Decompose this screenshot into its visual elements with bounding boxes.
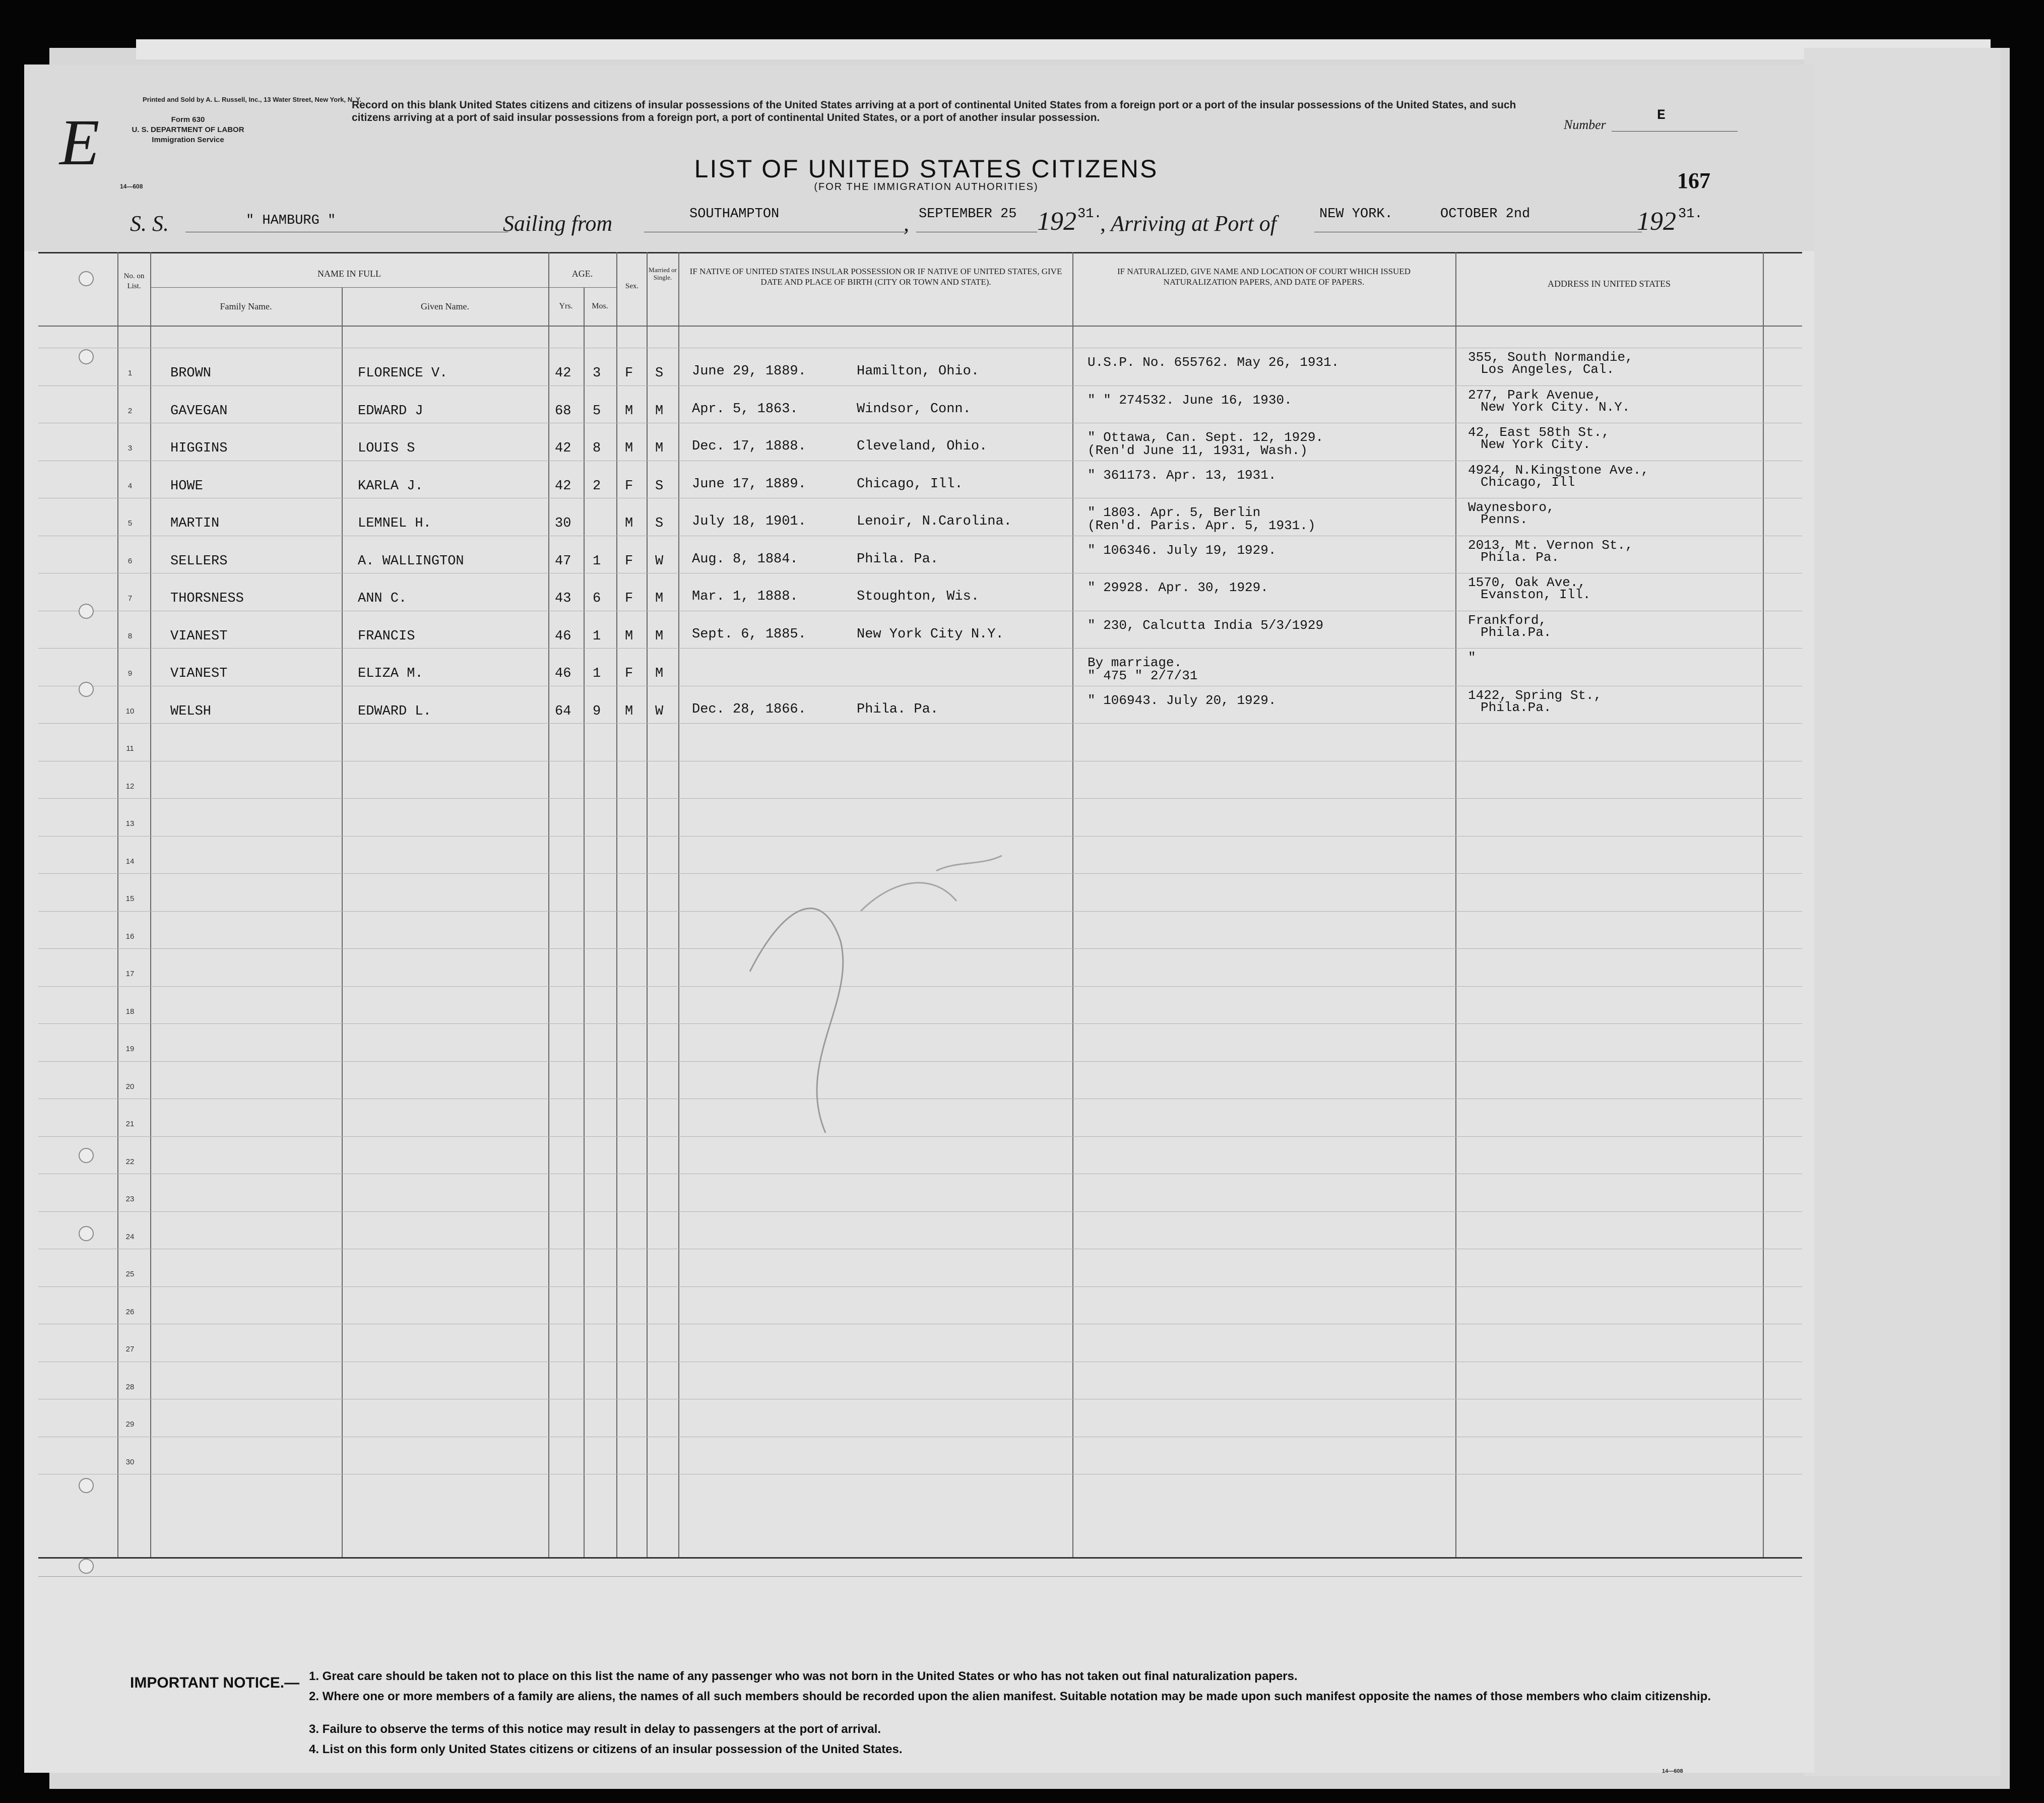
sex: F bbox=[625, 366, 633, 381]
row-number: 3 bbox=[127, 444, 133, 453]
row-rule bbox=[38, 798, 1802, 799]
form-code-top: 14—608 bbox=[120, 183, 143, 190]
family-name: HIGGINS bbox=[170, 441, 228, 456]
row-number: 1 bbox=[127, 369, 133, 377]
sex: M bbox=[625, 628, 633, 644]
age-years: 30 bbox=[555, 516, 571, 531]
col-family: Family Name. bbox=[220, 301, 272, 311]
sex: M bbox=[625, 703, 633, 719]
background-sheet-right bbox=[1804, 48, 2001, 1776]
address-line-1: 4924, N.Kingstone Ave., bbox=[1468, 462, 1649, 478]
age-months: 3 bbox=[593, 366, 601, 381]
given-name: EDWARD L. bbox=[358, 703, 431, 719]
birth-place: Lenoir, N.Carolina. bbox=[857, 514, 1012, 529]
given-name: LOUIS S bbox=[358, 441, 415, 456]
punch-hole bbox=[79, 604, 94, 619]
form-number: Form 630 bbox=[171, 115, 205, 124]
row-number: 5 bbox=[127, 519, 133, 528]
naturalization-line-1: By marriage. bbox=[1088, 655, 1182, 670]
naturalization-line-1: " " 274532. June 16, 1930. bbox=[1088, 392, 1292, 408]
arrival-year-prefix: 192 bbox=[1637, 207, 1676, 236]
address-line-1: 1422, Spring St., bbox=[1468, 687, 1602, 703]
handwritten-mark: E bbox=[59, 106, 100, 179]
given-name: FRANCIS bbox=[358, 628, 415, 644]
family-name: MARTIN bbox=[170, 516, 220, 531]
punch-hole bbox=[79, 682, 94, 697]
notice-item-3: 3. Failure to observe the terms of this notice may result in delay to passengers at the port of arrival. bbox=[309, 1722, 881, 1736]
service: Immigration Service bbox=[152, 136, 224, 144]
col-address: ADDRESS IN UNITED STATES bbox=[1547, 279, 1671, 289]
col-naturalized: IF NATURALIZED, GIVE NAME AND LOCATION OF COURT WHICH ISSUED NATURALIZATION PAPERS, AND DATE OF PAPERS. bbox=[1117, 267, 1411, 287]
row-number: 7 bbox=[127, 594, 133, 603]
row-number: 10 bbox=[125, 706, 135, 716]
address-line-1: 2013, Mt. Vernon St., bbox=[1468, 537, 1633, 553]
age-months: 8 bbox=[593, 441, 601, 456]
address-line-1: Frankford, bbox=[1468, 612, 1547, 628]
notice-title: IMPORTANT NOTICE.— bbox=[130, 1675, 300, 1691]
naturalization-line-1: " 230, Calcutta India 5/3/1929 bbox=[1088, 617, 1324, 633]
table-bottom-border bbox=[38, 1557, 1802, 1559]
marital-status: M bbox=[655, 403, 664, 419]
birth-date: June 17, 1889. bbox=[692, 476, 806, 492]
age-months: 5 bbox=[593, 403, 601, 419]
given-name: FLORENCE V. bbox=[358, 366, 448, 381]
given-name: LEMNEL H. bbox=[358, 516, 431, 531]
naturalization-line-2: (Ren'd. Paris. Apr. 5, 1931.) bbox=[1088, 518, 1316, 533]
birth-place: Hamilton, Ohio. bbox=[857, 364, 980, 379]
naturalization-line-2: (Ren'd June 11, 1931, Wash.) bbox=[1088, 443, 1308, 458]
birth-date: Mar. 1, 1888. bbox=[692, 589, 798, 604]
given-name: KARLA J. bbox=[358, 478, 423, 494]
marital-status: M bbox=[655, 441, 664, 456]
age-months: 1 bbox=[593, 666, 601, 681]
punch-hole bbox=[79, 1559, 94, 1574]
sex: M bbox=[625, 441, 633, 456]
sex: M bbox=[625, 403, 633, 419]
naturalization-line-1: " Ottawa, Can. Sept. 12, 1929. bbox=[1088, 430, 1324, 445]
age-months: 9 bbox=[593, 703, 601, 719]
form-code-bottom: 14—608 bbox=[1662, 1768, 1683, 1774]
naturalization-line-1: U.S.P. No. 655762. May 26, 1931. bbox=[1088, 355, 1339, 370]
from-port: SOUTHAMPTON bbox=[689, 207, 780, 222]
row-number: 11 bbox=[126, 744, 134, 753]
birth-place: Cleveland, Ohio. bbox=[857, 439, 988, 454]
pencil-scribble bbox=[720, 851, 1032, 1153]
row-number: 26 bbox=[125, 1307, 135, 1316]
row-number: 22 bbox=[125, 1157, 135, 1166]
row-number: 29 bbox=[125, 1420, 135, 1429]
row-number: 17 bbox=[125, 970, 135, 978]
birth-place: New York City N.Y. bbox=[857, 626, 1004, 642]
row-number: 2 bbox=[127, 406, 133, 415]
ship-name: " HAMBURG " bbox=[246, 213, 336, 228]
naturalization-line-1: " 1803. Apr. 5, Berlin bbox=[1088, 505, 1261, 520]
given-name: ELIZA M. bbox=[358, 666, 423, 681]
row-rule bbox=[38, 385, 1802, 386]
birth-place: Windsor, Conn. bbox=[857, 401, 971, 417]
address-line-2: Los Angeles, Cal. bbox=[1481, 362, 1615, 377]
birth-place: Phila. Pa. bbox=[857, 551, 939, 567]
row-number: 24 bbox=[125, 1232, 135, 1241]
address-line-2: Evanston, Ill. bbox=[1481, 587, 1591, 602]
notice-item-1: 1. Great care should be taken not to place on this list the name of any passenger who was not born in the United States or who has not taken out final naturalization papers. bbox=[309, 1669, 1298, 1683]
age-years: 42 bbox=[555, 478, 571, 494]
family-name: WELSH bbox=[170, 703, 212, 719]
age-years: 64 bbox=[555, 703, 571, 719]
family-name: SELLERS bbox=[170, 553, 228, 569]
row-number: 4 bbox=[127, 481, 133, 490]
age-months: 1 bbox=[593, 553, 601, 569]
naturalization-line-1: " 106943. July 20, 1929. bbox=[1088, 692, 1276, 708]
sex: F bbox=[625, 666, 633, 681]
punch-hole bbox=[79, 1148, 94, 1163]
marital-status: M bbox=[655, 666, 664, 681]
punch-hole bbox=[79, 1226, 94, 1241]
row-number: 19 bbox=[125, 1045, 135, 1053]
form-title: LIST OF UNITED STATES CITIZENS bbox=[694, 155, 1159, 183]
address-line-2: Phila. Pa. bbox=[1481, 549, 1560, 565]
family-name: VIANEST bbox=[170, 666, 228, 681]
record-instructions: Record on this blank United States citizens and citizens of insular possessions of the United States arriving at a port of continental United States from a foreign port or a port of the insular possessions of the United States, and such citizens arriving at a port of said insular possessions from a foreign port, a port of continental United States, or a port of another insular possession. bbox=[352, 99, 1516, 123]
row-number: 13 bbox=[125, 819, 135, 828]
number-label: Number bbox=[1564, 117, 1606, 132]
row-number: 21 bbox=[125, 1120, 135, 1128]
family-name: HOWE bbox=[170, 478, 203, 494]
address-line-1: 42, East 58th St., bbox=[1468, 425, 1610, 440]
address-line-1: 1570, Oak Ave., bbox=[1468, 575, 1586, 590]
name-subheader-line bbox=[150, 287, 573, 288]
marital-status: S bbox=[655, 516, 664, 531]
naturalization-line-1: " 361173. Apr. 13, 1931. bbox=[1088, 467, 1276, 483]
marital-status: W bbox=[655, 703, 664, 719]
address-line-1: 277, Park Avenue, bbox=[1468, 387, 1602, 403]
age-years: 46 bbox=[555, 628, 571, 644]
marital-status: S bbox=[655, 366, 664, 381]
row-number: 14 bbox=[125, 857, 135, 866]
naturalization-line-2: " 475 " 2/7/31 bbox=[1088, 668, 1198, 683]
col-married: Married or Single. bbox=[649, 266, 677, 281]
notice-item-2: 2. Where one or more members of a family are aliens, the names of all such members should be recorded upon the alien manifest. Suitable notation may be made upon such manifest opposite the names of those members who claim citizenship. bbox=[309, 1690, 1711, 1703]
age-years: 42 bbox=[555, 366, 571, 381]
form-subtitle: (FOR THE IMMIGRATION AUTHORITIES) bbox=[814, 181, 1039, 192]
sailing-label: Sailing from bbox=[503, 211, 613, 236]
row-number: 27 bbox=[125, 1345, 135, 1354]
address-line-2: Chicago, Ill bbox=[1481, 474, 1575, 490]
col-yrs: Yrs. bbox=[559, 302, 573, 310]
sex: F bbox=[625, 591, 633, 606]
family-name: BROWN bbox=[170, 366, 212, 381]
printer-line: Printed and Sold by A. L. Russell, Inc., 13 Water Street, New York, N. Y. bbox=[143, 96, 361, 103]
row-number: 20 bbox=[125, 1082, 135, 1091]
age-years: 43 bbox=[555, 591, 571, 606]
family-name: VIANEST bbox=[170, 628, 228, 644]
ss-label: S. S. bbox=[130, 211, 169, 236]
birth-date: Apr. 5, 1863. bbox=[692, 401, 798, 417]
col-sex: Sex. bbox=[625, 282, 639, 290]
age-years: 46 bbox=[555, 666, 571, 681]
arriving-label: , Arriving at Port of bbox=[1100, 211, 1276, 236]
sex: F bbox=[625, 478, 633, 494]
notice-item-4: 4. List on this form only United States citizens or citizens of an insular possession of the United States. bbox=[309, 1743, 903, 1756]
marital-status: M bbox=[655, 628, 664, 644]
birth-date: Dec. 17, 1888. bbox=[692, 439, 806, 454]
row-rule bbox=[38, 1211, 1802, 1212]
age-years: 68 bbox=[555, 403, 571, 419]
birth-date: Aug. 8, 1884. bbox=[692, 551, 798, 567]
table-top-border bbox=[38, 252, 1802, 253]
col-mos: Mos. bbox=[592, 302, 608, 310]
col-no: No. on List. bbox=[123, 272, 145, 290]
address-line-2: New York City. bbox=[1481, 437, 1591, 452]
birth-date: July 18, 1901. bbox=[692, 514, 806, 529]
age-years: 47 bbox=[555, 553, 571, 569]
family-name: THORSNESS bbox=[170, 591, 244, 606]
marital-status: W bbox=[655, 553, 664, 569]
col-given: Given Name. bbox=[421, 301, 469, 311]
col-birth: IF NATIVE OF UNITED STATES INSULAR POSSESSION OR IF NATIVE OF UNITED STATES, GIVE DATE AND PLACE OF BIRTH (CITY OR TOWN AND STATE). bbox=[689, 267, 1062, 287]
given-name: EDWARD J bbox=[358, 403, 423, 419]
row-number: 12 bbox=[125, 782, 135, 791]
address-line-1: Waynesboro, bbox=[1468, 500, 1555, 515]
age-months: 1 bbox=[593, 628, 601, 644]
address-line-2: Phila.Pa. bbox=[1481, 699, 1552, 715]
row-number: 25 bbox=[125, 1270, 135, 1278]
year-prefix: 192 bbox=[1037, 207, 1076, 236]
punch-hole bbox=[79, 349, 94, 364]
background-sheet-edge bbox=[136, 39, 1991, 59]
departure-date: SEPTEMBER 25 bbox=[919, 207, 1017, 222]
address-line-2: Penns. bbox=[1481, 512, 1528, 527]
birth-date: June 29, 1889. bbox=[692, 364, 806, 379]
sex: F bbox=[625, 553, 633, 569]
address-line-2: New York City. N.Y. bbox=[1481, 399, 1630, 415]
family-name: GAVEGAN bbox=[170, 403, 228, 419]
punch-hole bbox=[79, 271, 94, 286]
given-name: ANN C. bbox=[358, 591, 407, 606]
marital-status: M bbox=[655, 591, 664, 606]
departure-year: 31. bbox=[1077, 207, 1102, 222]
naturalization-line-1: " 29928. Apr. 30, 1929. bbox=[1088, 580, 1268, 595]
address-line-1: 355, South Normandie, bbox=[1468, 350, 1633, 365]
birth-place: Phila. Pa. bbox=[857, 701, 939, 717]
age-months: 6 bbox=[593, 591, 601, 606]
address-line-2: Phila.Pa. bbox=[1481, 624, 1552, 640]
row-number: 18 bbox=[125, 1007, 135, 1016]
punch-hole bbox=[79, 1478, 94, 1493]
given-name: A. WALLINGTON bbox=[358, 553, 464, 569]
birth-place: Chicago, Ill. bbox=[857, 476, 963, 492]
department: U. S. DEPARTMENT OF LABOR bbox=[132, 125, 244, 134]
page-number: 167 bbox=[1677, 168, 1710, 193]
arrival-year: 31. bbox=[1678, 207, 1703, 222]
number-underline bbox=[1612, 131, 1738, 132]
birth-place: Stoughton, Wis. bbox=[857, 589, 980, 604]
row-number: 28 bbox=[125, 1382, 135, 1391]
row-number: 15 bbox=[125, 894, 135, 903]
row-number: 30 bbox=[125, 1457, 135, 1466]
sex: M bbox=[625, 516, 633, 531]
birth-date: Dec. 28, 1866. bbox=[692, 701, 806, 717]
row-number: 8 bbox=[127, 631, 133, 640]
row-rule bbox=[38, 723, 1802, 724]
number-value: E bbox=[1657, 108, 1666, 123]
arrival-date: OCTOBER 2nd bbox=[1440, 207, 1530, 222]
age-months: 2 bbox=[593, 478, 601, 494]
col-age: AGE. bbox=[571, 269, 593, 279]
row-number: 6 bbox=[127, 556, 133, 565]
header-bottom-border bbox=[38, 326, 1802, 327]
marital-status: S bbox=[655, 478, 664, 494]
row-rule bbox=[38, 1286, 1802, 1287]
row-number: 16 bbox=[125, 932, 135, 941]
row-number: 9 bbox=[127, 669, 133, 678]
manifest-page: E Printed and Sold by A. L. Russell, Inc., 13 Water Street, New York, N. Y. Form 630 U. S. DEPARTMENT OF LABOR Immigration Service 14—608 Record on this blank United States citizens and citizens of insular possessions of the United States arriving at a port of continental United States from a foreign port or a port of the insular possessions of the United States, and such citizens arriving at a port of said insular possessions from a foreign port, a port of continental United States, or a port of another insular possession. Number E 167 LIST OF UNITED STATES CITIZENS (FOR THE IMMIGRATION AUTHORITIES) S. S. " HAMBURG " Sailing from SOUTHAMPTON , SEPTEMBER 25 192 31. , Arriving at Port of NEW YORK. OCTOBER 2nd 192 31. No. on List. NAME IN FULL Family Name. Given Name. AGE. Yrs. Mos. Sex. Married or Single. IF NATIVE OF UNITED STATES INSULAR POSSESSION OR IF NATIVE OF UNITED STATES, GIVE DATE AND PLACE OF BIRTH (CITY OR TOWN AND STATE). IF NATURALIZED, GIVE NAME AND LOCATION OF COURT WHICH ISSUED NATURALIZATION PAPERS, AND DATE OF PAPERS. ADDRESS IN UNITED STATES 1 2 3 4 5 6 7 8 9 10 11 12 13 14 15 16 17 18 19 20 21 22 23 24 25 26 27 28 29 30 BROWN FLORENCE V. 42 3 F S June 29, 1889. Hamilton, Ohio. U.S.P. No. 655762. May 26, 1931. 355, South Normandie, Los Angeles, Cal. GAVEGAN EDWARD J 68 5 M M Apr. 5, 1863. Windsor, Conn. " " 274532. June 16, 1930. 277, Park Avenue, New York City. N.Y. HIGGINS LOUIS S 42 8 M M Dec. 17, 1888. Cleveland, Ohio. " Ottawa, Can. Sept. 12, 1929. (Ren'd June 11, 1931, Wash.) 42, East 58th St., New York City. HOWE KARLA J. 42 2 F S June 17, 1889. Chicago, Ill. " 361173. Apr. 13, 1931. 4924, N.Kingstone Ave., Chicago, Ill MARTIN LEMNEL H. 30 M S July 18, 1901. Lenoir, N.Carolina. " 1803. Apr. 5, Berlin (Ren'd. Paris. Apr. 5, 1931.) Waynesboro, Penns. SELLERS A. WALLINGTON 47 1 F W Aug. 8, 1884. Phila. Pa. " 106346. July 19, 1929. 2013, Mt. Vernon St., Phila. Pa. THORSNESS ANN C. 43 6 F M Mar. 1, 1888. Stoughton, Wis. " 29928. Apr. 30, 1929. 1570, Oak Ave., Evanston, Ill. VIANEST FRANCIS 46 1 M M Sept. 6, 1885. New York City N.Y. " 230, Calcutta India 5/3/1929 Frankford, Phila.Pa. VIANEST ELIZA M. 46 1 F M By marriage. " 475 " 2/7/31 " WELSH EDWARD L. 64 9 M W Dec. 28, 1866. Phila. Pa. " 106943. July 20, 1929. 1422, Spring St., Phila.Pa. IMPORTANT NOTICE.— 1. Great care should be taken not to place on this list the name of any passenger who was not born in the United States or who has not taken out final naturalization papers. 2. Where one or more members of a family are aliens, the names of all such members should be recorded upon the alien manifest. Suitable notation may be made upon such manifest opposite the names of those members who claim citizenship. 3. Failure to observe the terms of this notice may result in delay to passengers at the port of arrival. 4. List on this form only United States citizens or citizens of an insular possession of the United States. 14—608 bbox=[24, 65, 1814, 1773]
naturalization-line-1: " 106346. July 19, 1929. bbox=[1088, 542, 1276, 558]
col-name-in-full: NAME IN FULL bbox=[317, 269, 381, 279]
birth-date: Sept. 6, 1885. bbox=[692, 626, 806, 642]
address-line-1: " bbox=[1468, 650, 1476, 665]
row-number: 23 bbox=[125, 1195, 135, 1203]
age-years: 42 bbox=[555, 441, 571, 456]
arrival-port: NEW YORK. bbox=[1319, 207, 1393, 222]
row-rule bbox=[38, 648, 1802, 649]
